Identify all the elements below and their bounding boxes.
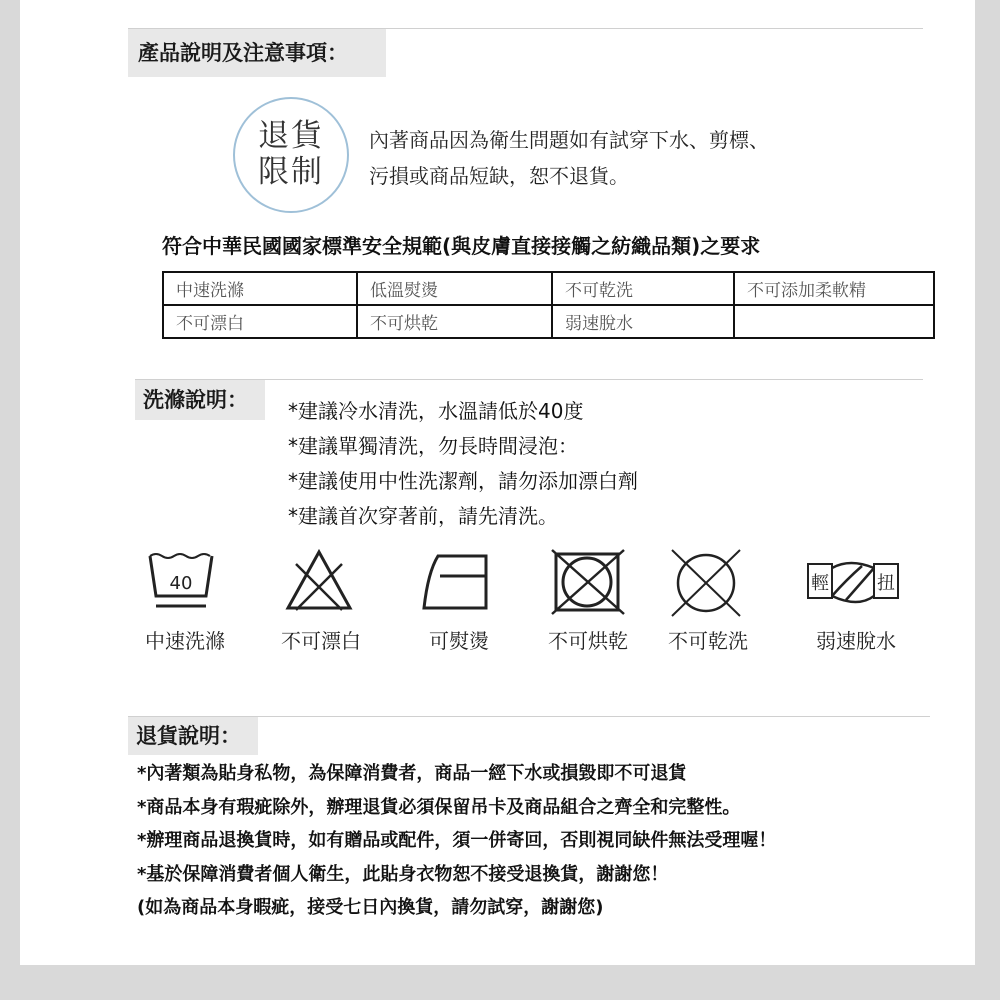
list-item: *建議首次穿著前，請先清洗。 (288, 504, 558, 528)
standard-title: 符合中華民國國家標準安全規範(與皮膚直接接觸之紡織品類)之要求 (162, 234, 761, 258)
table-row (163, 305, 934, 338)
list-item: *辦理商品退換貨時，如有贈品或配件，須一併寄回，否則視同缺件無法受理喔！ (137, 830, 777, 851)
info-sheet (20, 0, 975, 965)
returns-heading: 退貨說明： (128, 717, 258, 755)
table-cell: 不可漂白 (163, 305, 357, 338)
symbol-label: 可熨燙 (429, 629, 489, 653)
list-item: *建議使用中性洗潔劑，請勿添加漂白劑 (288, 469, 638, 493)
table-cell: 弱速脫水 (552, 305, 734, 338)
gentle-wring-icon (806, 556, 902, 612)
no-bleach-icon (282, 548, 356, 614)
table-cell (734, 305, 934, 338)
table-row (163, 272, 934, 305)
washing-instructions (288, 394, 638, 534)
symbol-label: 不可乾洗 (668, 629, 748, 653)
table-cell: 中速洗滌 (163, 272, 357, 305)
list-item: (如為商品本身暇疵，接受七日內換貨，請勿試穿，謝謝您) (137, 897, 604, 918)
table-cell: 低溫熨燙 (357, 272, 552, 305)
table-cell: 不可乾洗 (552, 272, 734, 305)
product-heading: 產品說明及注意事項： (128, 29, 386, 77)
table-cell: 不可烘乾 (357, 305, 552, 338)
symbol-label: 不可漂白 (281, 629, 361, 653)
care-table (162, 271, 935, 339)
symbol-label: 弱速脫水 (816, 629, 896, 653)
list-item: *基於保障消費者個人衛生，此貼身衣物恕不接受退換貨，謝謝您！ (137, 863, 669, 885)
list-item: *建議單獨清洗，勿長時間浸泡： (288, 434, 578, 458)
return-instructions (137, 757, 776, 925)
iron-icon (418, 548, 492, 614)
symbol-label: 中速洗滌 (145, 629, 225, 653)
table-cell: 不可添加柔軟精 (734, 272, 934, 305)
wring-left-text: 輕 (811, 573, 829, 594)
return-policy-text (369, 122, 769, 194)
list-item: *商品本身有瑕疵除外，辦理退貨必須保留吊卡及商品組合之齊全和完整性。 (137, 796, 741, 818)
policy-line: 內著商品因為衛生問題如有試穿下水、剪標、 (369, 128, 769, 152)
list-item: *內著類為貼身私物，為保障消費者，商品一經下水或損毀即不可退貨 (137, 763, 687, 784)
symbol-label: 不可烘乾 (548, 629, 628, 653)
no-tumble-dry-icon (550, 548, 630, 616)
policy-line: 污損或商品短缺，恕不退貨。 (369, 164, 629, 188)
list-item: *建議冷水清洗，水溫請低於40度 (288, 399, 584, 423)
no-return-badge (233, 97, 349, 213)
washing-heading: 洗滌說明： (135, 380, 265, 420)
badge-line-2: 限制 (258, 154, 324, 190)
no-dry-clean-icon (668, 548, 744, 618)
wash-temp: 40 (169, 573, 193, 594)
wring-right-text: 扭 (877, 573, 895, 594)
wash-40-icon (144, 548, 220, 614)
badge-line-1: 退貨 (258, 118, 324, 155)
